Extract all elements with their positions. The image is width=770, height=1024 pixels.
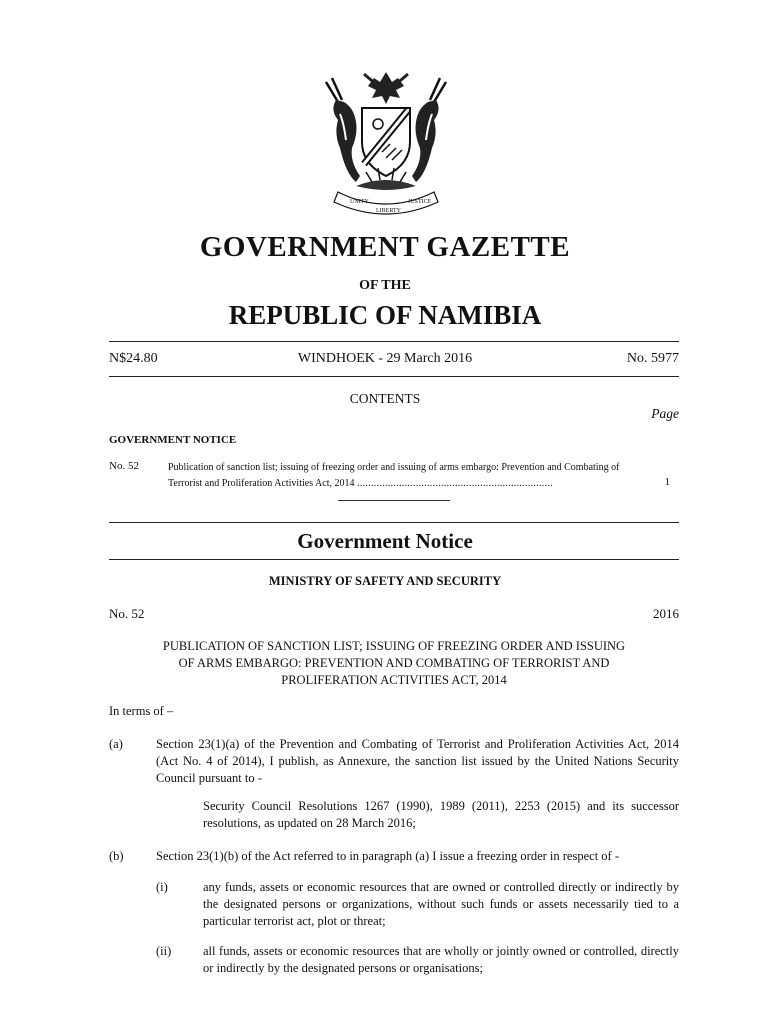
notice-rule-top	[109, 522, 679, 523]
publication-heading-line: OF ARMS EMBARGO: PREVENTION AND COMBATING OF TERRORIST AND	[178, 656, 610, 670]
contents-heading: CONTENTS	[349, 391, 421, 406]
intro-text: In terms of –	[109, 704, 174, 718]
contents-page-label: Page	[651, 406, 679, 421]
issue-place-date: WINDHOEK - 29 March 2016	[297, 351, 473, 366]
toc-item-number: No. 52	[109, 460, 139, 472]
para-b-text: Section 23(1)(b) of the Act referred to in paragraph (a) I issue a freezing order in respect of -	[156, 849, 619, 863]
ministry-name: MINISTRY OF SAFETY AND SECURITY	[268, 574, 502, 588]
contents-section-label: GOVERNMENT NOTICE	[109, 434, 237, 446]
issue-price: N$24.80	[109, 351, 158, 366]
toc-leader-dots: ......................................................................	[356, 478, 553, 489]
sub-ii-label: (ii)	[156, 944, 172, 958]
header-rule-bottom	[109, 376, 679, 377]
gazette-republic: REPUBLIC OF NAMIBIA	[228, 300, 542, 330]
notice-title: Government Notice	[297, 529, 473, 553]
contents-end-rule	[338, 500, 450, 501]
coat-of-arms-icon	[316, 64, 456, 216]
toc-item-page: 1	[664, 476, 670, 488]
svg-text:JUSTICE: JUSTICE	[408, 199, 432, 205]
publication-heading-line: PUBLICATION OF SANCTION LIST; ISSUING OF FREEZING ORDER AND ISSUING	[162, 639, 626, 653]
svg-text:UNITY: UNITY	[350, 199, 369, 205]
para-a-text: Section 23(1)(a) of the Prevention and Combating of Terrorist and Proliferation Activities Act, 2014 (Act No. 4 of 2014), I publish, as Annexure, the sanction list issued by the United Nations Security Council pursuant to -	[156, 737, 679, 785]
para-b-label: (b)	[109, 849, 124, 863]
sub-i-text: any funds, assets or economic resources that are owned or controlled directly or indirectly by the designated persons or organizations, without such funds or assets necessarily tied to a particular terrorist act, plot or threat;	[203, 880, 679, 928]
publication-heading	[109, 638, 679, 689]
publication-heading-line: PROLIFERATION ACTIVITIES ACT, 2014	[281, 673, 507, 687]
sub-ii-text: all funds, assets or economic resources that are wholly or jointly owned or controlled, directly or indirectly by the designated persons or organisations;	[203, 944, 679, 975]
header-rule-top	[109, 341, 679, 342]
issue-number: No. 5977	[626, 351, 679, 366]
svg-text:LIBERTY: LIBERTY	[376, 208, 401, 214]
notice-number: No. 52	[109, 606, 145, 621]
para-a-label: (a)	[109, 737, 123, 751]
gazette-title: GOVERNMENT GAZETTE	[199, 231, 571, 263]
toc-item-description: Publication of sanction list; issuing of freezing order and issuing of arms embargo: Prevention and Combating of Terrorist and Proliferation Activities Act, 2014	[168, 462, 620, 489]
para-a-subtext: Security Council Resolutions 1267 (1990), 1989 (2011), 2253 (2015) and its successor resolutions, as updated on 28 March 2016;	[203, 799, 679, 830]
gazette-of-the: OF THE	[359, 278, 411, 293]
sub-i-label: (i)	[156, 880, 168, 894]
notice-year: 2016	[653, 606, 679, 621]
toc-item-text	[168, 460, 638, 492]
notice-rule-bottom	[109, 559, 679, 560]
